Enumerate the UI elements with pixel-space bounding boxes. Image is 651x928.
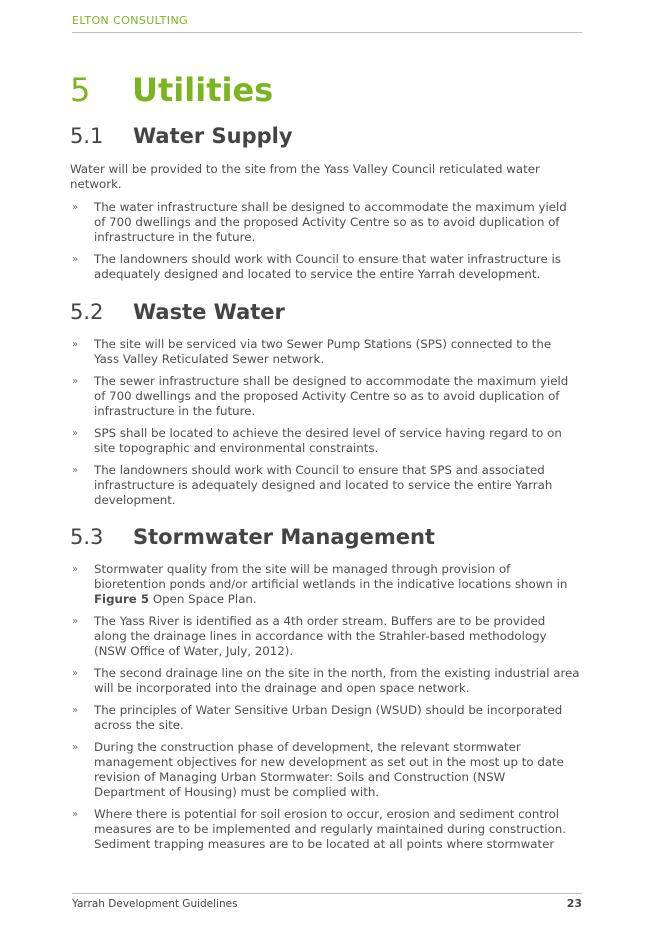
section-number: 5.1 — [70, 124, 104, 148]
section-heading-water-supply — [70, 123, 293, 149]
bullet-marker: » — [72, 809, 79, 820]
list-item-text: The Yass River is identified as a 4th order stream. Buffers are to be provided along the drainage lines in accordance with the Strahler-based methodology (NSW Office of Water, July, 2012). — [94, 614, 547, 658]
bullet-marker: » — [72, 339, 79, 350]
list-item-text: The landowners should work with Council to ensure that water infrastructure is adequately designed and located to service the entire Yarrah development. — [94, 252, 561, 281]
chapter-title: Utilities — [132, 71, 274, 109]
section-title: Water Supply — [133, 124, 293, 148]
figure-reference: Figure 5 — [94, 592, 150, 606]
chapter-number: 5 — [70, 71, 91, 109]
list-item-text: Where there is potential for soil erosion to occur, erosion and sediment control measures are to be implemented and regularly maintained during construction. Sediment trapping measures are to be located at all points where stormwater — [94, 807, 567, 851]
bullet-marker: » — [72, 668, 79, 679]
list-item-text: During the construction phase of development, the relevant stormwater management objectives for new development as set out in the most up to date revision of Managing Urban Stormwater: Soils and Construction (NSW Department of Housing) must be complied with. — [94, 740, 564, 799]
section-intro: Water will be provided to the site from the Yass Valley Council reticulated water network. — [70, 162, 540, 191]
list-item-text: The principles of Water Sensitive Urban Design (WSUD) should be incorporated across the site. — [94, 703, 563, 732]
section-body-waste-water — [70, 337, 580, 515]
section-heading-stormwater-management — [70, 524, 435, 550]
list-item-text: The site will be serviced via two Sewer Pump Stations (SPS) connected to the Yass Valley Reticulated Sewer network. — [94, 337, 552, 366]
header-brand: ELTON CONSULTING — [72, 14, 188, 27]
list-item — [70, 666, 580, 696]
list-item-text: The landowners should work with Council to ensure that SPS and associated infrastructure is adequately designed and located to service the entire Yarrah development. — [94, 463, 553, 507]
list-item — [70, 200, 580, 245]
list-item-text: Stormwater quality from the site will be managed through provision of bioretention ponds and/or artificial wetlands in the indicative locations shown in Figure 5 Open Space Plan. — [94, 562, 568, 606]
section-body-water-supply — [70, 162, 580, 289]
list-item-text: The second drainage line on the site in the north, from the existing industrial area will be incorporated into the drainage and open space network. — [94, 666, 580, 695]
page-number: 23 — [566, 897, 582, 910]
footer-document-title: Yarrah Development Guidelines — [72, 898, 238, 910]
list-item-text: The sewer infrastructure shall be designed to accommodate the maximum yield of 700 dwellings and the proposed Activity Centre so as to avoid duplication of infrastructure in the future. — [94, 374, 569, 418]
section-heading-waste-water — [70, 299, 285, 325]
list-item — [70, 703, 580, 733]
bullet-marker: » — [72, 376, 79, 387]
bullet-marker: » — [72, 742, 79, 753]
list-item-text: The water infrastructure shall be designed to accommodate the maximum yield of 700 dwellings and the proposed Activity Centre so as to avoid duplication of infrastructure in the future. — [94, 200, 567, 244]
bullet-marker: » — [72, 564, 79, 575]
bullet-list — [70, 562, 580, 852]
bullet-marker: » — [72, 202, 79, 213]
bullet-list — [70, 337, 580, 508]
list-item — [70, 252, 580, 282]
section-body-stormwater-management — [70, 562, 580, 859]
list-item — [70, 562, 580, 607]
section-number: 5.2 — [70, 300, 104, 324]
list-item — [70, 374, 580, 419]
list-item — [70, 614, 580, 659]
section-title: Stormwater Management — [133, 525, 435, 549]
list-item — [70, 463, 580, 508]
chapter-heading — [70, 70, 274, 110]
list-item — [70, 426, 580, 456]
list-item — [70, 337, 580, 367]
bullet-marker: » — [72, 428, 79, 439]
bullet-marker: » — [72, 254, 79, 265]
list-item — [70, 807, 580, 852]
footer-divider — [72, 893, 582, 894]
bullet-marker: » — [72, 465, 79, 476]
section-title: Waste Water — [133, 300, 285, 324]
list-item-text: SPS shall be located to achieve the desired level of service having regard to on site topographic and environmental constraints. — [94, 426, 562, 455]
bullet-marker: » — [72, 616, 79, 627]
section-number: 5.3 — [70, 525, 104, 549]
list-item — [70, 740, 580, 800]
bullet-marker: » — [72, 705, 79, 716]
header-divider — [72, 32, 582, 33]
bullet-list — [70, 200, 580, 282]
